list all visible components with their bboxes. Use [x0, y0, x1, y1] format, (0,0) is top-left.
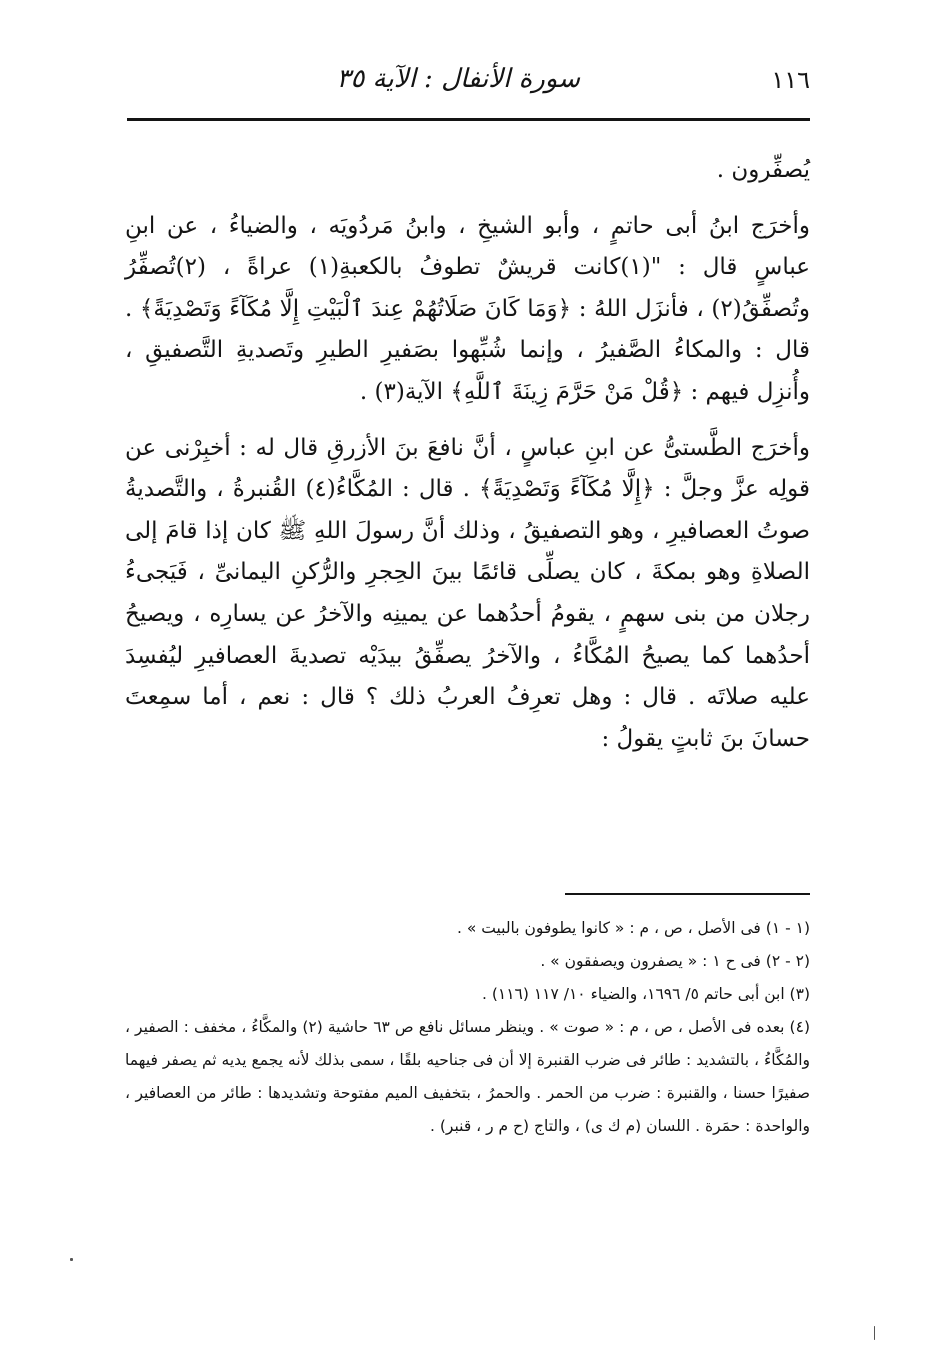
footnote-3: (٣) ابن أبى حاتم ٥/ ١٦٩٦، والضياء ١٠/ ١١٧ (١١٦) .: [481, 985, 810, 1003]
running-title: سورة الأنفال : الآية ٣٥: [336, 64, 580, 94]
footnote-1: (١ - ١) فى الأصل ، ص ، م : « كانوا يطوفون بالبيت » .: [456, 919, 810, 937]
header-rule: [127, 118, 810, 121]
page-number: ١١٦: [771, 66, 810, 94]
paragraph-3: وأخرَج الطَّستىُّ عن ابنِ عباسٍ ، أنَّ نافعَ بنَ الأزرقِ قال له : أخبِرْنى عن قولِه عزَّ وجلَّ : ﴿إِلَّا مُكَآءً وَتَصْدِيَةً﴾ . قال : المُكَّاءُ(٤) القُنبرةُ ، والتَّصديةُ صوتُ العصافيرِ ، وهو التصفيقُ ، وذلك أنَّ رسولَ اللهِ ﷺ كان إذا قامَ إلى الصلاةِ وهو بمكةَ ، كان يصلِّى قائمًا بينَ الحِجرِ والرُّكنِ اليمانىِّ ، فَيَجىءُ رجلان من بنى سهمٍ ، يقومُ أحدُهما عن يمينِه والآخرُ عن يسارِه ، ويصيحُ أحدُهما كما يصيحُ المُكَّاءُ ، والآخرُ يصفِّقُ بيدَيْه تصديةَ العصافيرِ ليُفسِدَ عليه صلاتَه . قال : وهل تعرِفُ العربُ ذلك ؟ قال : نعم ، أما سمِعتَ حسانَ بنَ ثابتٍ يقولُ :: [125, 434, 810, 752]
main-text: [125, 150, 810, 760]
scan-speck: [70, 1258, 73, 1261]
scan-speck: [874, 1326, 875, 1340]
page-header: [130, 62, 810, 102]
footnote-rule: [565, 893, 810, 895]
footnote-2: (٢ - ٢) فى ح ١ : « يصفرون ويصفقون » .: [540, 952, 810, 970]
footnote-4: (٤) بعده فى الأصل ، ص ، م : « صوت » . وينظر مسائل نافع ص ٦٣ حاشية (٢) والمكَّاءُ ، مخفف : الصفير ، والمُكَّاءُ ، بالتشديد : طائر فى ضرب القنبرة إلا أن فى جناحيه بلقًا ، سمى بذلك لأنه يجمع يديه ثم يصفر فيهما صفيرًا حسنا ، والقنبرة : ضرب من الحمر . والحمرُ ، بتخفيف الميم مفتوحة وتشديدها : طائر من العصافير ، والواحدة : حمَرة . اللسان (م ك ى) ، والتاج (ح م ر ، قنبر) .: [125, 1018, 810, 1135]
paragraph-1: يُصفِّرون .: [716, 157, 810, 183]
footnotes: [125, 912, 810, 1143]
paragraph-2: وأخرَج ابنُ أبى حاتمٍ ، وأبو الشيخِ ، وابنُ مَردُويَه ، والضياءُ ، عن ابنِ عباسٍ قال : "(١)كانت قريشٌ تطوفُ بالكعبةِ(١) عراةً ، (٢)تُصفِّرُ وتُصفِّقُ(٢) ، فأنزَل اللهُ : ﴿وَمَا كَانَ صَلَاتُهُمْ عِندَ ٱلْبَيْتِ إِلَّا مُكَآءً وَتَصْدِيَةً﴾ . قال : والمكاءُ الصَّفيرُ ، وإنما شُبِّهوا بصَفيرِ الطيرِ وتَصديةِ التَّصفيقِ ، وأُنزِل فيهم : ﴿قُلْ مَنْ حَرَّمَ زِينَةَ ٱللَّهِ﴾ الآية(٣) .: [125, 212, 810, 405]
